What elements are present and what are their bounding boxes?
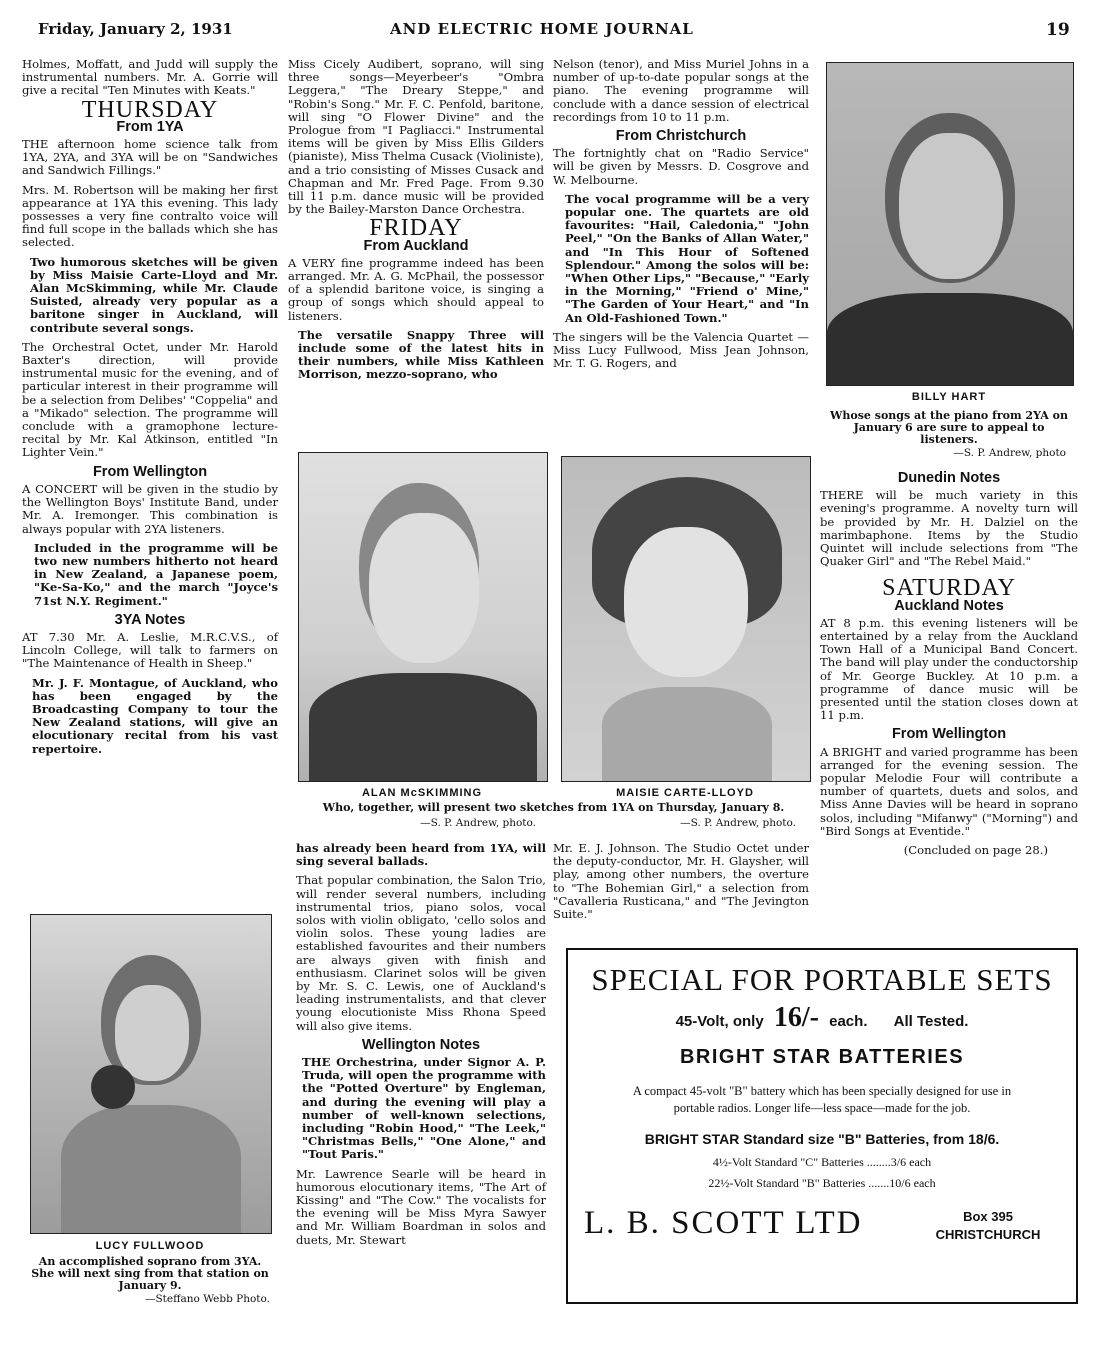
credit-billy: —S. P. Andrew, photo <box>953 447 1066 459</box>
paragraph: That popular combination, the Salon Trio, will render several numbers, including instrumental trios, piano solos, vocal solos with violin obligato, 'cello solos and violin solos. These young ladies are established favourites and their numbers are always given with finish and enthusiasm. Clarinet solos will be given by Mr. S. C. Lewis, one of Auckland's leading instrumentalists, and that clever young elocutioniste Miss Rhona Speed will also give items. <box>296 873 546 1033</box>
ad-title: SPECIAL FOR PORTABLE SETS <box>591 962 1053 997</box>
column-3-lower <box>553 842 809 927</box>
heading-saturday: SATURDAY <box>882 575 1016 602</box>
heading-friday: FRIDAY <box>369 215 463 242</box>
ad-price-left: 45-Volt, only <box>675 1013 764 1030</box>
paragraph: Nelson (tenor), and Miss Muriel Johns in a number of up-to-date popular songs at the piano. The evening programme will conclude with a dance session of electrical recordings from 10 to 11 p.m. <box>553 57 809 124</box>
subheading-3ya-notes: 3YA Notes <box>114 611 186 628</box>
ad-tested: All Tested. <box>893 1013 969 1030</box>
photo-alan-mcskimming <box>298 452 548 782</box>
paragraph-bold: Two humorous sketches will be given by Miss Maisie Carte-Lloyd and Mr. Alan McSkimming, while Mr. Claude Suisted, already very popular as a baritone singer in Auckland, will contribute several songs. <box>30 254 278 335</box>
ad-price-line-c: 4½-Volt Standard "C" Batteries ........3/6 each <box>712 1155 932 1169</box>
subheading-from-auckland: From Auckland <box>363 237 469 254</box>
subheading-auckland-notes: Auckland Notes <box>894 597 1004 614</box>
column-3 <box>553 58 809 376</box>
subheading-wellington-notes: Wellington Notes <box>361 1036 481 1053</box>
ad-standard: BRIGHT STAR Standard size "B" Batteries, from 18/6. <box>644 1131 1000 1147</box>
paragraph: Mr. E. J. Johnson. The Studio Octet under the deputy-conductor, Mr. H. Glaysher, will play, among other numbers, the overture to "The Bohemian Girl," a selection from "Cavalleria Rusticana," and "The Jevington Suite." <box>553 841 809 922</box>
ad-price-line <box>568 1002 1076 1034</box>
paragraph: AT 7.30 Mr. A. Leslie, M.R.C.V.S., of Lincoln College, will talk to farmers on "The Maintenance of Health in Sheep." <box>22 629 278 671</box>
paragraph: A VERY fine programme indeed has been arranged. Mr. A. G. McPhail, the possessor of a splendid baritone voice, is singing a group of songs which should appeal to listeners. <box>288 255 544 323</box>
heading-thursday: THURSDAY <box>81 96 219 123</box>
photo-billy-hart <box>826 62 1074 386</box>
paragraph-bold: Included in the programme will be two new numbers hitherto not heard in New Zealand, a Japanese poem, "Ke-Sa-Ko," and the march "Joyce's 71st N.Y. Regiment." <box>34 540 278 608</box>
caption-billy: Whose songs at the piano from 2YA on January 6 are sure to appeal to listeners. <box>830 409 1068 446</box>
ad-price: 16/- <box>773 1002 819 1033</box>
subheading-from-christchurch: From Christchurch <box>615 128 747 145</box>
subheading-dunedin-notes: Dunedin Notes <box>897 470 1001 486</box>
column-2-lower <box>296 842 546 1253</box>
caption-photos: Who, together, will present two sketches from 1YA on Thursday, January 8. <box>322 801 785 814</box>
paragraph: Holmes, Moffatt, and Judd will supply the instrumental numbers. Mr. A. Gorrie will give a recital "Ten Minutes with Keats." <box>22 57 278 98</box>
paragraph: THERE will be much variety in this evening's programme. A novelty turn will be provided by Mr. H. Dalziel on the marimbaphone. Items by the Studio Quintet will include selections from "The Quaker Girl" and "The Rebel Maid." <box>820 488 1078 569</box>
ad-box: Box 395 <box>963 1209 1013 1224</box>
ad-description: A compact 45-volt "B" battery which has been specially designed for use in portable radios. Longer life—less space—made for the job. <box>632 1084 1012 1115</box>
photo-lucy-fullwood <box>30 914 272 1234</box>
paragraph: The fortnightly chat on "Radio Service" will be given by Messrs. D. Cosgrove and W. Melbourne. <box>553 146 809 187</box>
caption-name-lucy: LUCY FULLWOOD <box>95 1240 205 1252</box>
paragraph: Miss Cicely Audibert, soprano, will sing three songs—Meyerbeer's "Ombra Leggera," "The Dreary Steppe," and "Robin's Song." Mr. F. C. Penfold, baritone, will sing "O Flower Divine" and the Prologue from "I Pagliacci." Instrumental items will be given by Miss Ellis Gilders (pianiste), Miss Thelma Cusack (Violiniste), and a trio consisting of Misses Cusack and Chapman and Mr. Fred Page. From 9.30 till 11 p.m. dance music will be provided by the Bailey-Marston Dance Orchestra. <box>288 57 544 217</box>
paragraph: A BRIGHT and varied programme has been arranged for the evening session. The popular Melodie Four will contribute a number of quartets, duets and solos, and Miss Anne Davies will be heard in soprano solos, including "Mifanwy" ("Morning") and "Bird Songs at Eventide." <box>820 744 1078 838</box>
continuation-note: (Concluded on page 28.) <box>903 843 1048 858</box>
paragraph: A CONCERT will be given in the studio by the Wellington Boys' Institute Band, under Mr. A. Iremonger. This combination is always popular with 2YA listeners. <box>22 481 278 536</box>
paragraph: Mr. Lawrence Searle will be heard in humorous elocutionary items, "The Art of Kissing" and "The Cow." The vocalists for the evening will be Miss Myra Sawyer and Mr. William Boardman in solos and duets, Mr. Stewart <box>296 1166 546 1247</box>
credit-maisie: —S. P. Andrew, photo. <box>680 817 796 829</box>
header-journal-title: AND ELECTRIC HOME JOURNAL <box>390 20 694 38</box>
credit-lucy: —Steffano Webb Photo. <box>144 1293 270 1305</box>
ad-price-line-b: 22½-Volt Standard "B" Batteries .......10/6 each <box>708 1176 936 1190</box>
paragraph: AT 8 p.m. this evening listeners will be entertained by a relay from the Auckland Town Hall of a Municipal Band Concert. The band will play under the conductorship of Mr. George Buckley. At 10 p.m. a programme of dance music will be presented until the station closes down at 11 p.m. <box>820 615 1078 723</box>
photo-maisie-carte-lloyd <box>561 456 811 782</box>
ad-brand: BRIGHT STAR BATTERIES <box>679 1046 965 1068</box>
paragraph-bold: has already been heard from 1YA, will sing several ballads. <box>296 841 546 869</box>
header-date: Friday, January 2, 1931 <box>38 20 233 38</box>
column-4 <box>820 468 1078 863</box>
paragraph: The singers will be the Valencia Quartet — Miss Lucy Fullwood, Miss Jean Johnson, Mr. T. G. Rogers, and <box>553 329 809 371</box>
paragraph: THE afternoon home science talk from 1YA, 2YA, and 3YA will be on "Sandwiches and Sandwich Fillings." <box>22 137 278 178</box>
caption-name-maisie: MAISIE CARTE-LLOYD <box>616 787 754 799</box>
advertisement-box <box>566 948 1078 1304</box>
caption-name-billy: BILLY HART <box>911 391 987 403</box>
paragraph-bold: Mr. J. F. Montague, of Auckland, who has been engaged by the Broadcasting Company to tour the New Zealand stations, will give an elocutionary recital from his vast repertoire. <box>32 675 278 756</box>
caption-lucy: An accomplished soprano from 3YA. She will next sing from that station on January 9. <box>31 1255 269 1292</box>
paragraph: The Orchestral Octet, under Mr. Harold Baxter's direction, will provide instrumental music for the evening, and of particular interest in their programme will be a selection from Delibes' "Coppelia" and a "Mikado" selection. The programme will conclude with a gramophone lecture-recital by Mr. Kal Atkinson, entitled "In Lighter Vein." <box>22 339 278 460</box>
paragraph-bold: THE Orchestrina, under Signor A. P. Truda, will open the programme with the "Potted Overture" by Engleman, and during the evening will play a number of well-known selections, including "Robin Hood," "The Leek," "Christmas Bells," "One Alone," and "Tout Paris." <box>302 1055 546 1162</box>
paragraph: Mrs. M. Robertson will be making her first appearance at 1YA this evening. This lady possesses a very fine contralto voice will find full scope in the ballads which she has selected. <box>22 182 278 250</box>
subheading-from-wellington: From Wellington <box>891 726 1007 743</box>
paragraph-bold: The versatile Snappy Three will include some of the latest hits in their numbers, while Miss Kathleen Morrison, mezzo-soprano, who <box>298 327 544 382</box>
caption-name-alan: ALAN McSKIMMING <box>361 787 483 799</box>
paragraph-bold: The vocal programme will be a very popular one. The quartets are old favourites: "Hail, Caledonia," "John Peel," "On the Banks of Allan Water," and "In This Hour of Softened Splendour." Among the solos will be: "When Other Lips," "Because," "Early in the Morning," "Friend o' Mine," "The Garden of Your Heart," and "In An Old-Fashioned Town." <box>565 191 809 325</box>
ad-price-right: each. <box>829 1013 868 1030</box>
credit-alan: —S. P. Andrew, photo. <box>420 817 536 829</box>
subheading-from-wellington: From Wellington <box>92 463 208 480</box>
column-1 <box>22 58 278 762</box>
ad-company: L. B. SCOTT LTD <box>584 1205 863 1241</box>
ad-city: CHRISTCHURCH <box>935 1227 1041 1242</box>
column-2 <box>288 58 544 388</box>
ad-footer <box>568 1201 1076 1251</box>
subheading-from-1ya: From 1YA <box>116 118 184 135</box>
page-number: 19 <box>1046 20 1070 40</box>
